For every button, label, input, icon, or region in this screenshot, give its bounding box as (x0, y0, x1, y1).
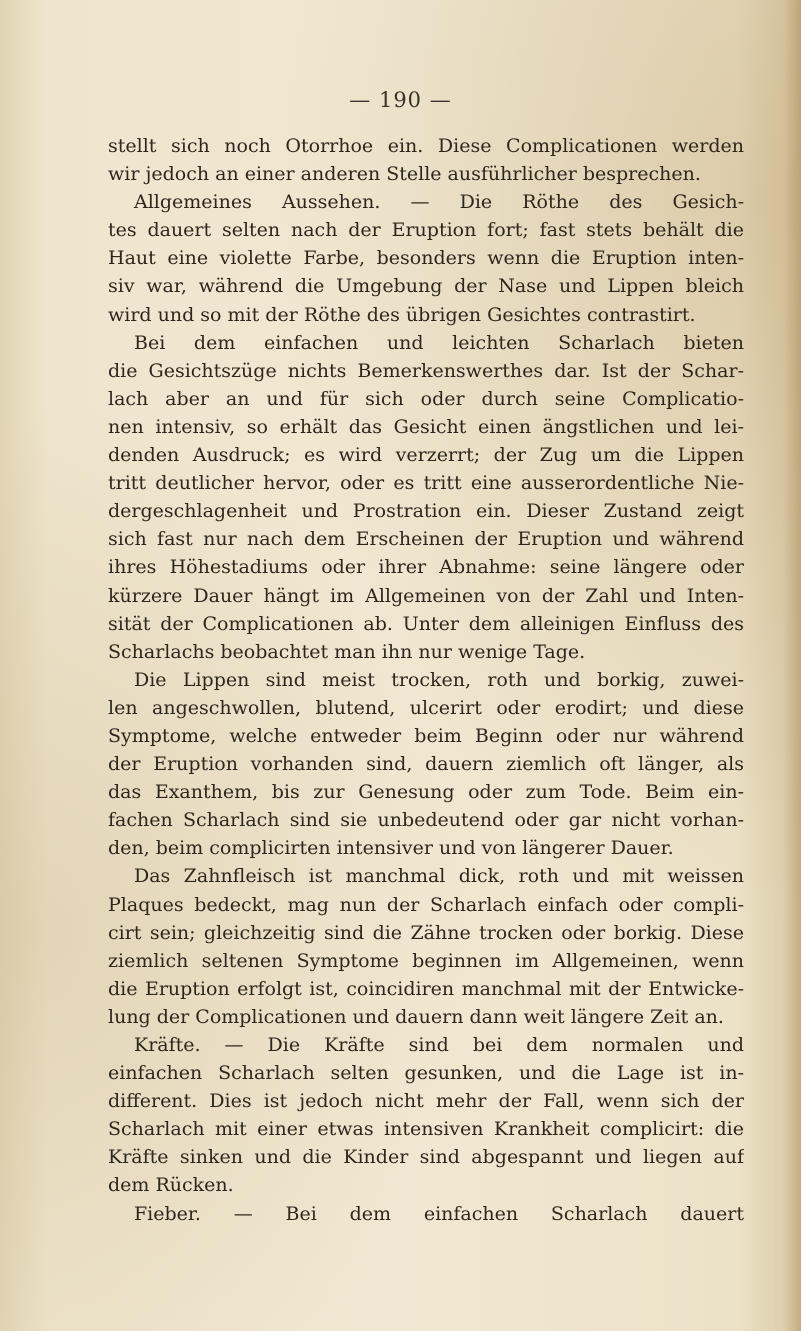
text-line: lach aber an und für sich oder durch seine Complicatio- (108, 387, 744, 410)
text-line: nen intensiv, so erhält das Gesicht einen ängstlichen und lei- (108, 415, 744, 438)
text-line: Haut eine violette Farbe, besonders wenn die Eruption inten- (108, 247, 744, 270)
text-line: cirt sein; gleichzeitig sind die Zähne trocken oder borkig. Diese (108, 921, 744, 944)
text-line: der Eruption vorhanden sind, dauern ziemlich oft länger, als (108, 753, 744, 776)
text-line: tritt deutlicher hervor, oder es tritt eine ausserordentliche Nie- (108, 472, 744, 495)
text-line: sität der Complicationen ab. Unter dem alleinigen Einfluss des (108, 612, 744, 635)
text-line: Die Lippen sind meist trocken, roth und borkig, zuwei- (134, 668, 744, 691)
text-line: dergeschlagenheit und Prostration ein. Dieser Zustand zeigt (108, 500, 744, 523)
text-line: fachen Scharlach sind sie unbedeutend oder gar nicht vorhan- (108, 809, 744, 832)
page-edge-shading (783, 0, 801, 1331)
text-line: Plaques bedeckt, mag nun der Scharlach einfach oder compli- (108, 893, 744, 916)
text-line: sich fast nur nach dem Erscheinen der Eruption und während (108, 528, 744, 551)
text-line: different. Dies ist jedoch nicht mehr der Fall, wenn sich der (108, 1090, 744, 1113)
text-line: lung der Complicationen und dauern dann weit längere Zeit an. (108, 1005, 724, 1028)
text-line: das Exanthem, bis zur Genesung oder zum Tode. Beim ein- (108, 781, 744, 804)
text-line: Symptome, welche entweder beim Beginn oder nur während (108, 724, 744, 747)
text-line: Bei dem einfachen und leichten Scharlach bieten (134, 331, 744, 354)
text-line: einfachen Scharlach selten gesunken, und die Lage ist in- (108, 1062, 744, 1085)
text-line: Fieber. — Bei dem einfachen Scharlach dauert (134, 1202, 744, 1225)
text-line: len angeschwollen, blutend, ulcerirt oder erodirt; und diese (108, 696, 744, 719)
text-line: Das Zahnfleisch ist manchmal dick, roth und mit weissen (134, 865, 744, 888)
text-line: Allgemeines Aussehen. — Die Röthe des Gesich- (134, 191, 744, 214)
text-line: dem Rücken. (108, 1174, 234, 1197)
text-line: kürzere Dauer hängt im Allgemeinen von der Zahl und Inten- (108, 584, 744, 607)
text-line: die Gesichtszüge nichts Bemerkenswerthes dar. Ist der Schar- (108, 359, 744, 382)
text-line: Kräfte sinken und die Kinder sind abgespannt und liegen auf (108, 1146, 744, 1169)
text-line: ihres Höhestadiums oder ihrer Abnahme: seine längere oder (108, 556, 744, 579)
text-line: denden Ausdruck; es wird verzerrt; der Zug um die Lippen (108, 444, 744, 467)
body-text (108, 132, 744, 1228)
text-line: siv war, während die Umgebung der Nase und Lippen bleich (108, 275, 744, 298)
text-line: Scharlachs beobachtet man ihn nur wenige Tage. (108, 640, 586, 663)
text-line: den, beim complicirten intensiver und von längerer Dauer. (108, 837, 674, 860)
text-line: tes dauert selten nach der Eruption fort; fast stets behält die (108, 219, 744, 242)
text-line: wird und so mit der Röthe des übrigen Gesichtes contrastirt. (108, 303, 696, 326)
text-line: die Eruption erfolgt ist, coincidiren manchmal mit der Entwicke- (108, 977, 744, 1000)
text-line: ziemlich seltenen Symptome beginnen im Allgemeinen, wenn (108, 949, 744, 972)
text-line: stellt sich noch Otorrhoe ein. Diese Complicationen werden (108, 135, 744, 157)
text-line: Kräfte. — Die Kräfte sind bei dem normalen und (134, 1034, 744, 1056)
text-line: wir jedoch an einer anderen Stelle ausführlicher besprechen. (108, 163, 701, 186)
text-line: Scharlach mit einer etwas intensiven Krankheit complicirt: die (108, 1118, 744, 1141)
page-number-header: — 190 — (349, 88, 452, 112)
